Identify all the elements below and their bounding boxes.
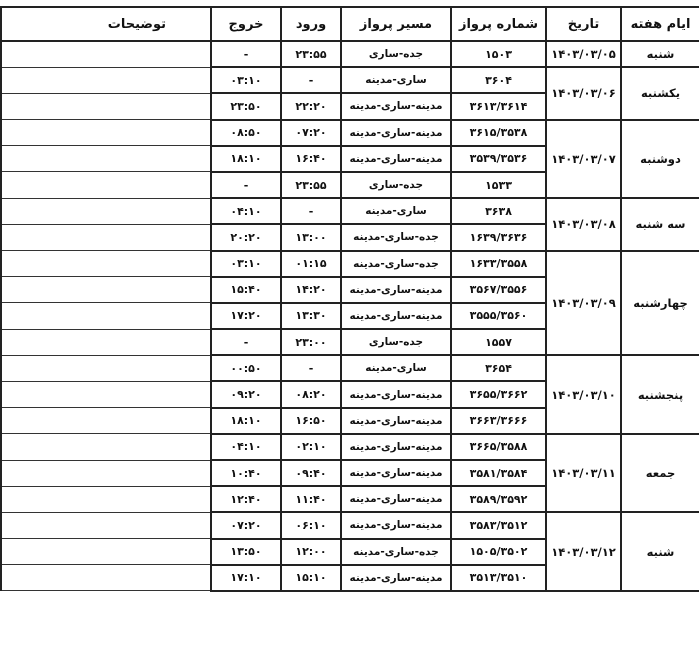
arrival-cell: ۱۳:۳۰ [281,303,341,329]
day-cell: دوشنبه [621,120,699,199]
flight-number-cell: ۳۵۵۵/۳۵۶۰ [451,303,546,329]
flight-number-cell: ۳۵۳۹/۳۵۳۶ [451,146,546,172]
notes-cell [1,146,211,172]
header-row [1,7,699,41]
departure-cell: ۰۹:۲۰ [211,381,281,407]
flight-number-cell: ۳۶۱۵/۳۵۳۸ [451,120,546,146]
table-row [1,198,699,224]
date-cell: ۱۴۰۳/۰۳/۰۵ [546,41,621,67]
departure-cell: ۰۳:۱۰ [211,67,281,93]
route-cell: مدینه-ساری-مدینه [341,565,451,591]
day-cell: یکشنبه [621,67,699,119]
departure-cell: - [211,329,281,355]
notes-cell [1,408,211,434]
flight-number-cell: ۳۶۵۵/۳۶۶۲ [451,381,546,407]
notes-cell [1,120,211,146]
flight-number-cell: ۳۶۳۸ [451,198,546,224]
flight-schedule-table [0,6,699,592]
notes-cell [1,512,211,538]
route-cell: جده-ساری [341,329,451,355]
header-day: ایام هفته [621,7,699,41]
departure-cell: ۱۰:۴۰ [211,460,281,486]
day-cell: جمعه [621,434,699,513]
flight-number-cell: ۱۶۳۳/۳۵۵۸ [451,251,546,277]
route-cell: جده-ساری [341,172,451,198]
table-row [1,41,699,67]
route-cell: ساری-مدینه [341,67,451,93]
notes-cell [1,460,211,486]
day-cell: پنجشنبه [621,355,699,434]
departure-cell: ۱۲:۴۰ [211,486,281,512]
departure-cell: - [211,172,281,198]
arrival-cell: ۰۷:۲۰ [281,120,341,146]
route-cell: مدینه-ساری-مدینه [341,460,451,486]
route-cell: مدینه-ساری-مدینه [341,434,451,460]
route-cell: مدینه-ساری-مدینه [341,408,451,434]
arrival-cell: ۲۳:۵۵ [281,41,341,67]
departure-cell: ۱۳:۵۰ [211,539,281,565]
date-cell: ۱۴۰۳/۰۳/۰۷ [546,120,621,199]
flight-number-cell: ۳۵۸۹/۳۵۹۲ [451,486,546,512]
departure-cell: ۲۳:۵۰ [211,93,281,119]
arrival-cell: ۰۱:۱۵ [281,251,341,277]
departure-cell: ۰۳:۱۰ [211,251,281,277]
arrival-cell: ۱۶:۵۰ [281,408,341,434]
route-cell: مدینه-ساری-مدینه [341,277,451,303]
date-cell: ۱۴۰۳/۰۳/۰۹ [546,251,621,356]
arrival-cell: ۰۲:۱۰ [281,434,341,460]
route-cell: مدینه-ساری-مدینه [341,486,451,512]
date-cell: ۱۴۰۳/۰۳/۰۸ [546,198,621,250]
notes-cell [1,93,211,119]
departure-cell: ۱۵:۴۰ [211,277,281,303]
route-cell: مدینه-ساری-مدینه [341,381,451,407]
table-row [1,434,699,460]
arrival-cell: ۲۳:۵۵ [281,172,341,198]
route-cell: جده-ساری [341,41,451,67]
notes-cell [1,381,211,407]
departure-cell: ۰۰:۵۰ [211,355,281,381]
notes-cell [1,198,211,224]
departure-cell: - [211,41,281,67]
notes-cell [1,303,211,329]
flight-number-cell: ۳۵۸۱/۳۵۸۴ [451,460,546,486]
flight-number-cell: ۱۵۳۳ [451,172,546,198]
table-row [1,355,699,381]
flight-number-cell: ۱۵۰۳ [451,41,546,67]
header-notes: توضیحات [1,7,211,41]
route-cell: مدینه-ساری-مدینه [341,303,451,329]
departure-cell: ۱۷:۲۰ [211,303,281,329]
date-cell: ۱۴۰۳/۰۳/۰۶ [546,67,621,119]
departure-cell: ۰۷:۲۰ [211,512,281,538]
route-cell: مدینه-ساری-مدینه [341,120,451,146]
arrival-cell: ۰۸:۲۰ [281,381,341,407]
departure-cell: ۰۸:۵۰ [211,120,281,146]
departure-cell: ۱۸:۱۰ [211,146,281,172]
flight-number-cell: ۱۶۳۹/۳۶۳۶ [451,224,546,250]
notes-cell [1,251,211,277]
notes-cell [1,224,211,250]
arrival-cell: ۰۶:۱۰ [281,512,341,538]
flight-number-cell: ۳۶۱۳/۳۶۱۴ [451,93,546,119]
arrival-cell: ۰۹:۴۰ [281,460,341,486]
arrival-cell: ۱۶:۴۰ [281,146,341,172]
notes-cell [1,277,211,303]
day-cell: شنبه [621,512,699,591]
arrival-cell: ۱۲:۰۰ [281,539,341,565]
flight-number-cell: ۳۵۶۷/۳۵۵۶ [451,277,546,303]
notes-cell [1,355,211,381]
route-cell: مدینه-ساری-مدینه [341,93,451,119]
table-row [1,512,699,538]
header-date: تاریخ [546,7,621,41]
flight-number-cell: ۱۵۰۵/۳۵۰۲ [451,539,546,565]
route-cell: ساری-مدینه [341,355,451,381]
notes-cell [1,172,211,198]
arrival-cell: - [281,198,341,224]
notes-cell [1,434,211,460]
header-arrival: ورود [281,7,341,41]
day-cell: چهارشنبه [621,251,699,356]
flight-number-cell: ۳۶۶۳/۳۶۶۶ [451,408,546,434]
table-row [1,120,699,146]
day-cell: سه شنبه [621,198,699,250]
arrival-cell: - [281,67,341,93]
header-departure: خروج [211,7,281,41]
header-route: مسیر پرواز [341,7,451,41]
departure-cell: ۰۴:۱۰ [211,198,281,224]
flight-number-cell: ۱۵۵۷ [451,329,546,355]
route-cell: جده-ساری-مدینه [341,251,451,277]
notes-cell [1,486,211,512]
table-row [1,67,699,93]
flight-number-cell: ۳۶۶۵/۳۵۸۸ [451,434,546,460]
notes-cell [1,565,211,591]
departure-cell: ۰۴:۱۰ [211,434,281,460]
header-flight-number: شماره پرواز [451,7,546,41]
arrival-cell: ۲۲:۲۰ [281,93,341,119]
table-row [1,251,699,277]
arrival-cell: ۱۴:۲۰ [281,277,341,303]
arrival-cell: ۱۱:۴۰ [281,486,341,512]
notes-cell [1,539,211,565]
departure-cell: ۱۸:۱۰ [211,408,281,434]
departure-cell: ۲۰:۲۰ [211,224,281,250]
route-cell: مدینه-ساری-مدینه [341,146,451,172]
flight-number-cell: ۳۶۵۴ [451,355,546,381]
route-cell: مدینه-ساری-مدینه [341,512,451,538]
route-cell: جده-ساری-مدینه [341,539,451,565]
route-cell: ساری-مدینه [341,198,451,224]
notes-cell [1,329,211,355]
departure-cell: ۱۷:۱۰ [211,565,281,591]
flight-schedule-sheet [0,6,699,592]
arrival-cell: ۲۳:۰۰ [281,329,341,355]
flight-number-cell: ۳۵۱۳/۳۵۱۰ [451,565,546,591]
date-cell: ۱۴۰۳/۰۳/۱۲ [546,512,621,591]
arrival-cell: ۱۳:۰۰ [281,224,341,250]
flight-number-cell: ۳۶۰۴ [451,67,546,93]
date-cell: ۱۴۰۳/۰۳/۱۱ [546,434,621,513]
notes-cell [1,41,211,67]
flight-number-cell: ۳۵۸۳/۳۵۱۲ [451,512,546,538]
date-cell: ۱۴۰۳/۰۳/۱۰ [546,355,621,434]
day-cell: شنبه [621,41,699,67]
arrival-cell: ۱۵:۱۰ [281,565,341,591]
arrival-cell: - [281,355,341,381]
route-cell: جده-ساری-مدینه [341,224,451,250]
schedule-body [1,41,699,591]
notes-cell [1,67,211,93]
